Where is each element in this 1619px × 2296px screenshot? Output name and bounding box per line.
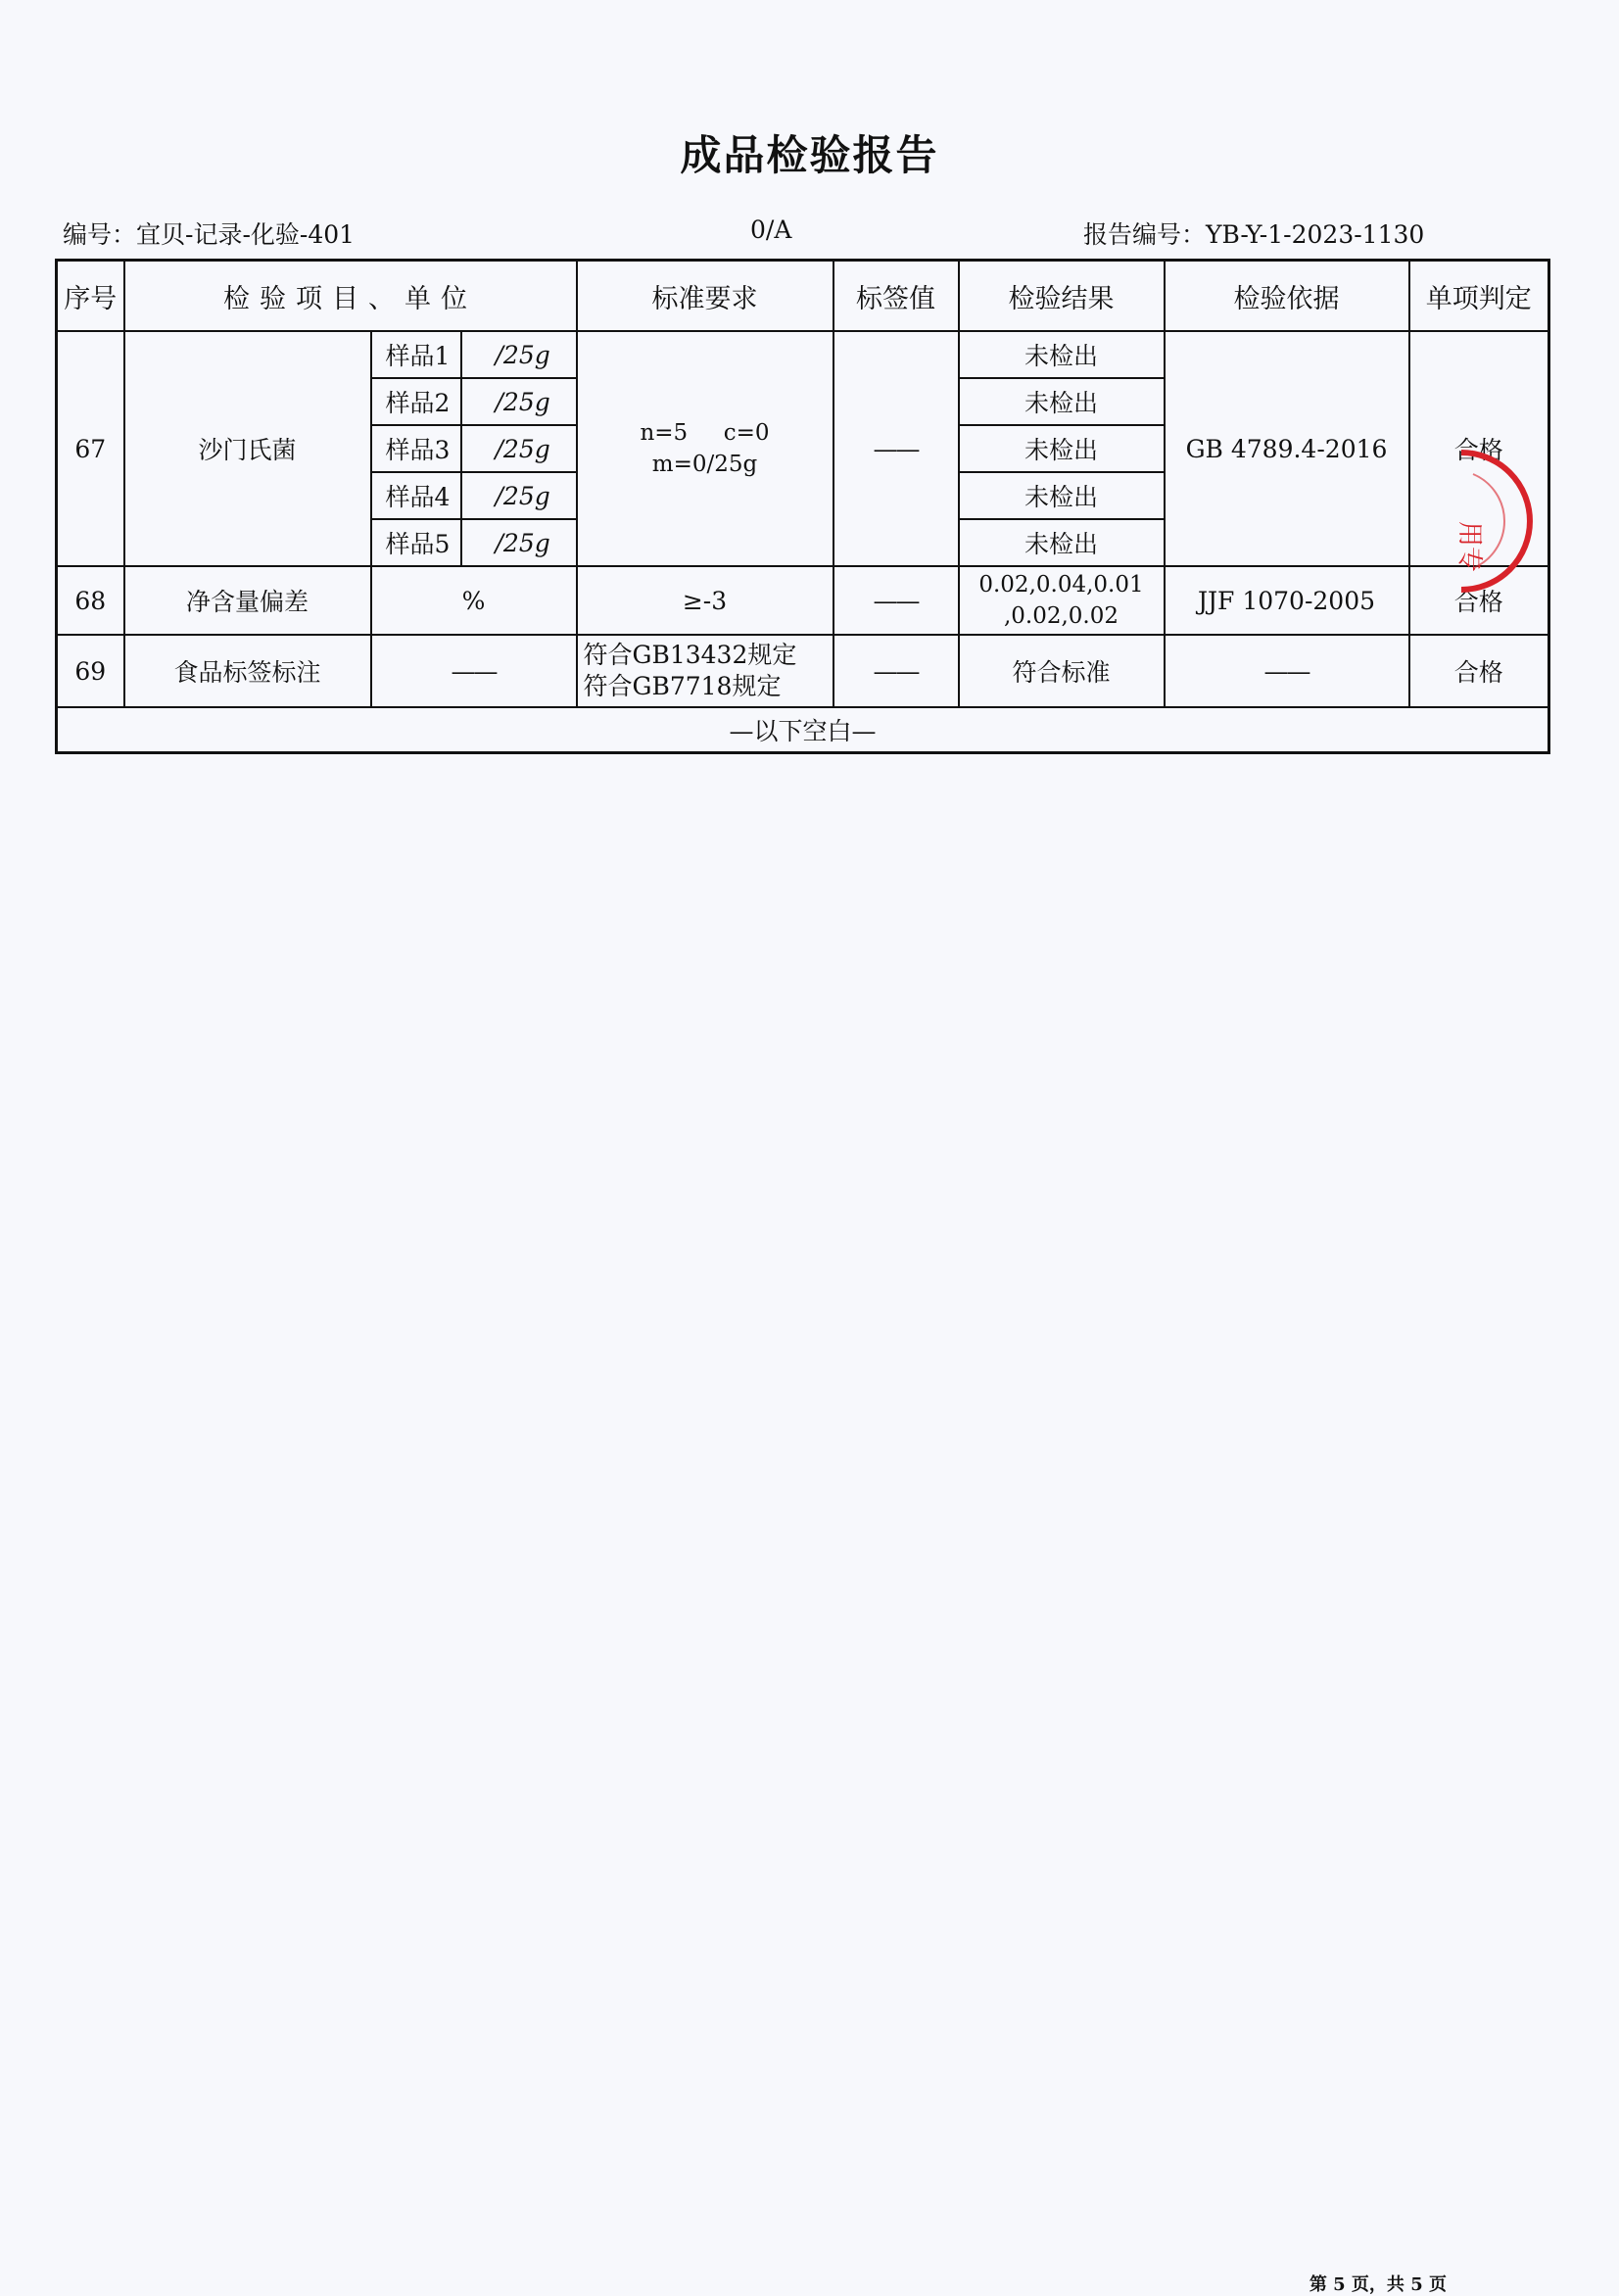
sample-result: 未检出 [959,472,1165,519]
report-number: 报告编号：YB-Y-1-2023-1130 [1083,220,1425,249]
row-result: 符合标准 [959,635,1165,707]
row-standard [577,331,833,566]
row-label-value: —— [833,331,959,566]
row-label-value: —— [833,566,959,635]
sample-result: 未检出 [959,331,1165,378]
row-verdict: 合格 [1409,566,1549,635]
result-line-2: ,0.02,0.02 [1003,603,1119,629]
svg-text:用专: 用专 [1454,521,1484,573]
page-number: 第 5 页，共 5 页 [1309,2274,1447,2295]
sample-result: 未检出 [959,425,1165,472]
header-result: 检验结果 [959,261,1165,332]
row-item: 净含量偏差 [124,566,371,635]
header-verdict: 单项判定 [1409,261,1549,332]
sample-result: 未检出 [959,519,1165,566]
page-title: 成品检验报告 [680,131,939,179]
header-basis: 检验依据 [1165,261,1409,332]
sample-name: 样品3 [371,425,461,472]
row-seq: 68 [57,566,124,635]
sample-unit: /25g [461,519,577,566]
header-item-unit: 检验项目、单位 [124,261,577,332]
row-label-value: —— [833,635,959,707]
table-header-row [57,261,1549,332]
standard-line-2: m=0/25g [651,452,758,477]
row-unit: —— [371,635,577,707]
end-note: —以下空白— [57,707,1549,753]
sample-unit: /25g [461,425,577,472]
row-standard: ≥-3 [577,566,833,635]
sample-name: 样品2 [371,378,461,425]
table-row [57,635,1549,707]
sample-unit: /25g [461,472,577,519]
standard-line-1: n=5 c=0 [640,420,770,446]
row-basis: JJF 1070-2005 [1165,566,1409,635]
sample-name: 样品1 [371,331,461,378]
document-version: 0/A [750,215,792,244]
sample-name: 样品4 [371,472,461,519]
row-item: 食品标签标注 [124,635,371,707]
table-row [57,566,1549,635]
sample-name: 样品5 [371,519,461,566]
result-line-1: 0.02,0.04,0.01 [978,572,1144,598]
header-seq: 序号 [57,261,124,332]
document-code: 编号：宜贝-记录-化验-401 [63,220,356,249]
row-basis: GB 4789.4-2016 [1165,331,1409,566]
standard-line-1: 符合GB13432规定 [583,641,797,669]
row-verdict: 合格 [1409,331,1549,566]
header-standard: 标准要求 [577,261,833,332]
inspection-table [55,259,1550,754]
row-standard [577,635,833,707]
row-item: 沙门氏菌 [124,331,371,566]
standard-line-2: 符合GB7718规定 [583,672,782,700]
header-label-value: 标签值 [833,261,959,332]
end-note-row [57,707,1549,753]
row-result [959,566,1165,635]
row-basis: —— [1165,635,1409,707]
sample-unit: /25g [461,331,577,378]
row-unit: % [371,566,577,635]
row-seq: 69 [57,635,124,707]
row-verdict: 合格 [1409,635,1549,707]
sample-unit: /25g [461,378,577,425]
sample-result: 未检出 [959,378,1165,425]
row-seq: 67 [57,331,124,566]
table-row [57,331,1549,378]
